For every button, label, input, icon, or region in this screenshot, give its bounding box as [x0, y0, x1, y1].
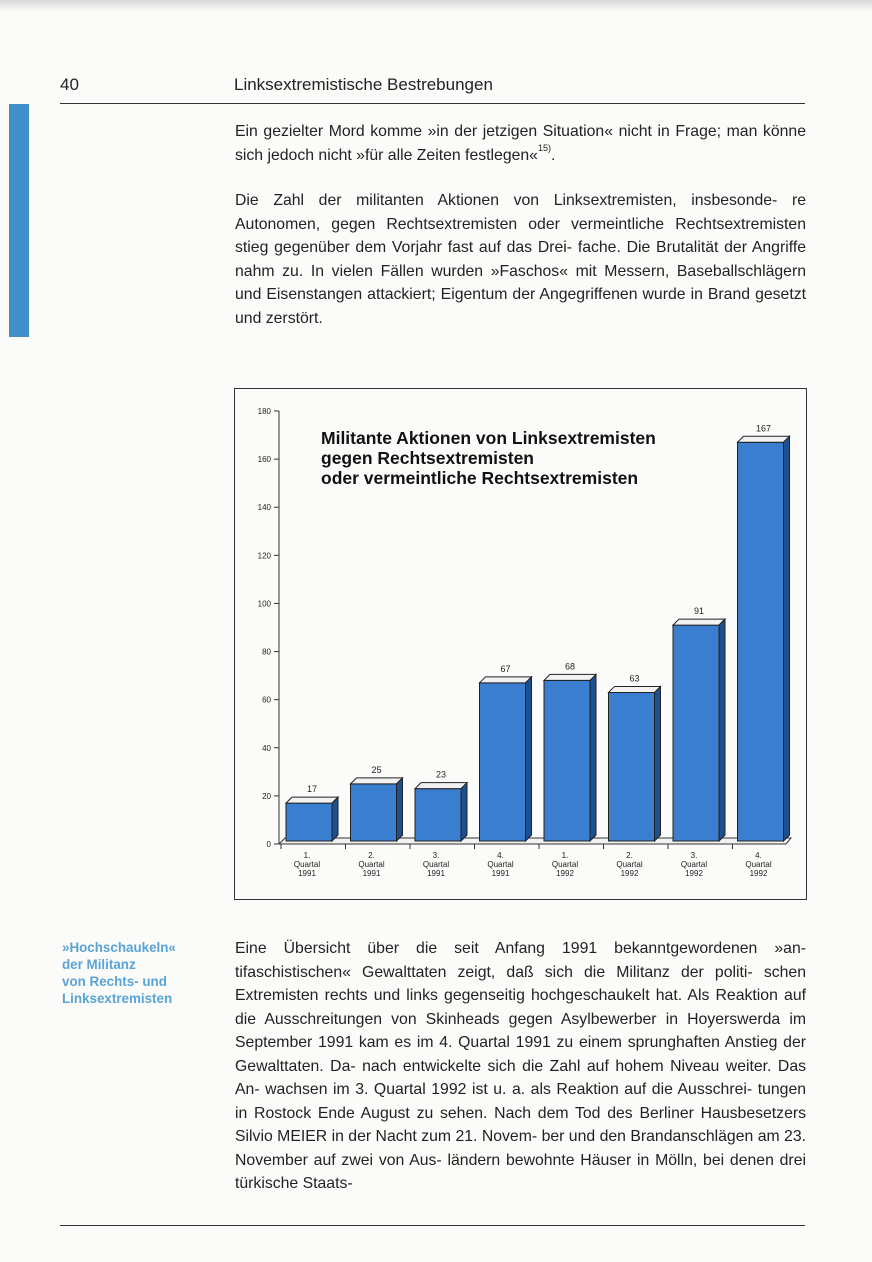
bar-chart [234, 388, 807, 900]
paragraph-overview [235, 937, 806, 1196]
bar-top-face [738, 436, 790, 442]
bar [673, 625, 719, 841]
y-tick-label: 60 [262, 695, 271, 705]
text-line: »Faschos« mit Messern, Baseballschlägern und Eisenstangen [235, 262, 806, 303]
x-tick-label: 1. [303, 851, 311, 860]
bar-value-label: 91 [693, 606, 705, 617]
x-tick-label: 4. [755, 851, 762, 860]
text-line: hat. Als Reaktion auf die Ausschreitungen von Skinheads gegen [235, 987, 806, 1028]
text-line: Asylbewerber in Hoyerswerda im September 1991 kam es im 4. [235, 1010, 806, 1051]
bar-top-face [286, 797, 338, 803]
section-marker-bar [9, 104, 29, 337]
text-line: fache. Die Brutalität der Angriffe nahm zu. In vielen Fällen wurden [235, 239, 807, 280]
chart-title-line: oder vermeintliche Rechtsextremisten [321, 468, 639, 488]
header-rule [60, 103, 805, 104]
bar-top-face [351, 778, 403, 784]
bar-side-face [526, 677, 532, 841]
x-tick-label: Quartal [680, 860, 708, 869]
margin-note [62, 939, 212, 1007]
x-tick-label: Quartal [293, 860, 321, 869]
bar [351, 784, 397, 841]
x-tick-label: 1991 [427, 869, 445, 878]
bar-side-face [332, 797, 338, 841]
text-line: Quartal 1991 zu einem sprunghaften Anstieg der Gewalttaten. Da- [235, 1034, 807, 1075]
footnote-ref: 15) [537, 142, 551, 153]
text-line-end: . [550, 146, 556, 164]
bar-side-face [655, 686, 661, 841]
bar-value-label: 17 [306, 784, 318, 795]
margin-note-line: der Militanz [62, 957, 136, 972]
x-tick-label: 1991 [491, 869, 510, 878]
chart-title-line: Militante Aktionen von Linksextremisten [321, 428, 656, 448]
scan-top-shadow [0, 0, 872, 12]
text-line: Eine Übersicht über die seit Anfang 1991 bekanntgewordenen »an- [235, 940, 806, 957]
footer-rule [60, 1225, 805, 1226]
bar [544, 680, 590, 841]
x-tick-label: Quartal [551, 860, 579, 869]
y-tick-label: 140 [257, 503, 271, 513]
bar-side-face [784, 436, 790, 841]
text-line: ländern bewohnte Häuser in Mölln, bei denen drei türkische Staats- [235, 1151, 806, 1192]
bar-value-label: 25 [371, 764, 382, 775]
y-tick-label: 180 [257, 407, 271, 416]
text-line: attackiert; Eigentum der Angegriffenen wurde in Brand gesetzt und [235, 286, 806, 327]
bar [286, 803, 332, 841]
bar-side-face [461, 783, 467, 841]
text-line: Rechtsextremisten stieg gegenüber dem Vorjahr fast auf das Drei- [235, 215, 806, 256]
x-tick-label: 1. [561, 851, 569, 860]
bar-value-label: 23 [435, 769, 447, 780]
x-tick-label: Quartal [745, 860, 772, 869]
x-tick-label: 1992 [620, 869, 639, 878]
x-tick-label: 1992 [749, 869, 768, 878]
bar [738, 442, 784, 841]
bar-top-face [673, 619, 725, 625]
text-line: Die Zahl der militanten Aktionen von Linksextremisten, insbesonde- [235, 192, 778, 209]
text-line: wachsen im 3. Quartal 1992 ist u. a. als Reaktion auf die Ausschrei- [265, 1081, 753, 1098]
text-line: tifaschistischen« Gewalttaten zeigt, daß sich die Militanz der politi- [235, 963, 753, 981]
running-head: Linksextremistische Bestrebungen [234, 75, 493, 94]
x-tick-label: Quartal [487, 860, 514, 869]
bar-value-label: 68 [564, 661, 576, 672]
y-tick-label: 100 [257, 599, 271, 609]
x-tick-label: 3. [690, 851, 698, 860]
text-line: tungen in Rostock Ende August zu sehen. Nach dem Tod des [235, 1081, 807, 1122]
x-tick-label: 1992 [685, 869, 703, 878]
x-tick-label: 2. [368, 851, 375, 860]
y-tick-label: 20 [262, 791, 271, 801]
x-tick-label: Quartal [422, 860, 450, 869]
y-tick-label: 120 [257, 551, 271, 561]
bar-value-label: 167 [755, 423, 772, 434]
bar [480, 683, 526, 841]
bar-value-label: 67 [500, 663, 511, 674]
x-tick-label: 1991 [298, 869, 316, 878]
margin-note-line: von Rechts- und [62, 974, 167, 989]
text-line: zerstört. [265, 309, 323, 327]
text-line: Berliner Hausbesetzers Silvio MEIER in der Nacht zum 21. Novem- [235, 1104, 807, 1145]
bar-value-label: 63 [629, 673, 640, 684]
bar-top-face [480, 677, 532, 683]
bar-top-face [544, 674, 596, 680]
text-line: Ein gezielter Mord komme »in der jetzigen Situation« nicht in Frage; [235, 123, 722, 140]
text-line: re Autonomen, gegen Rechtsextremisten oder vermeintliche [235, 192, 806, 233]
y-tick-label: 160 [257, 455, 271, 465]
text-line: man könne sich jedoch nicht »für alle Zeiten festlegen« [235, 123, 806, 164]
page-number: 40 [60, 75, 79, 94]
x-tick-label: 4. [497, 851, 504, 860]
y-tick-label: 0 [266, 840, 271, 849]
text-line: ber und den Brandanschlägen am 23. November auf zwei von Aus- [235, 1128, 807, 1169]
bar-side-face [590, 674, 596, 841]
y-tick-label: 40 [262, 743, 271, 753]
chart-canvas [235, 389, 806, 899]
margin-note-line: Linksextremisten [62, 991, 173, 1006]
paragraph-quote [235, 120, 806, 167]
x-tick-label: 1992 [556, 869, 574, 878]
x-tick-label: 1991 [362, 869, 381, 878]
margin-note-line: »Hochschaukeln« [62, 940, 176, 955]
x-tick-label: Quartal [616, 860, 643, 869]
x-tick-label: 2. [626, 851, 633, 860]
bar-top-face [609, 686, 661, 692]
bar-top-face [415, 783, 467, 789]
bar [609, 692, 655, 841]
x-tick-label: 3. [432, 851, 440, 860]
text-line: nach entwickelte sich die Zahl auf hohem Niveau weiter. Das An- [235, 1057, 807, 1098]
x-tick-label: Quartal [358, 860, 385, 869]
paragraph-militant-actions [235, 189, 806, 330]
text-line: schen Extremisten rechts und links gegenseitig hochgeschaukelt [235, 963, 806, 1004]
bar-side-face [719, 619, 725, 841]
y-tick-label: 80 [262, 647, 271, 657]
bar [415, 789, 461, 841]
bar-side-face [397, 778, 403, 841]
chart-title-line: gegen Rechtsextremisten [321, 448, 534, 468]
